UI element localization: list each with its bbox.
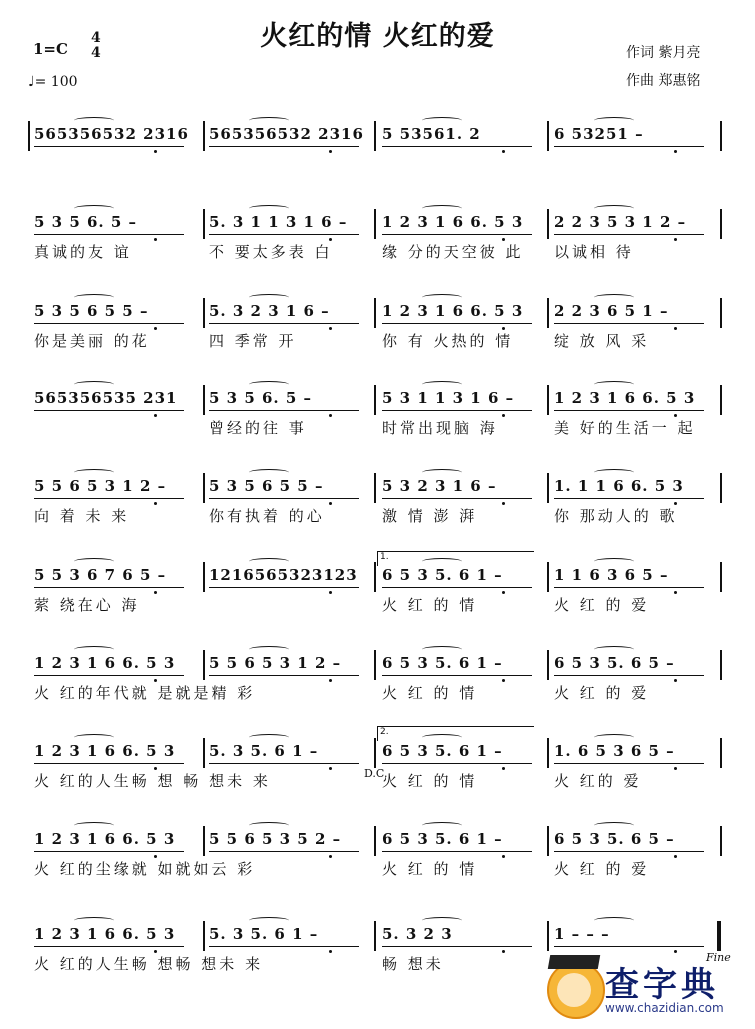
beam-line: [554, 323, 704, 324]
octave-dot: [329, 679, 332, 682]
system-3: [0, 302, 755, 382]
lyric-line: 火 红 的 情: [382, 772, 478, 790]
beam-line: [382, 763, 532, 764]
barline: [28, 121, 30, 151]
system-6: [0, 566, 755, 646]
measure: 5 3 5 6 5 5 –: [34, 302, 149, 320]
slur-mark: [74, 469, 114, 476]
barline: [720, 650, 722, 680]
octave-dot: [502, 767, 505, 770]
octave-dot: [502, 679, 505, 682]
measure: 6 5 3 5. 6 5 –: [554, 830, 675, 848]
octave-dot: [329, 767, 332, 770]
lyric-line: 火 红 的 爱: [554, 860, 650, 878]
barline: [720, 385, 722, 415]
tempo-marking: ♩= 100: [28, 74, 78, 90]
lyric-line: 火 红 的 情: [382, 684, 478, 702]
lyric-line: 火 红的人生畅 想 畅 想未 来: [34, 772, 271, 790]
lyricist-credit: 作词 紫月亮: [626, 45, 701, 61]
beam-line: [209, 234, 359, 235]
barline: [374, 121, 376, 151]
octave-dot: [674, 591, 677, 594]
barline: [720, 209, 722, 239]
beam-line: [554, 410, 704, 411]
barline: [720, 298, 722, 328]
slur-mark: [422, 469, 462, 476]
barline: [374, 473, 376, 503]
barline: [203, 473, 205, 503]
measure: 1 2 3 1 6 6. 5 3: [34, 830, 176, 848]
beam-line: [209, 498, 359, 499]
beam-line: [382, 146, 532, 147]
beam-line: [34, 234, 184, 235]
slur-mark: [74, 558, 114, 565]
beam-line: [554, 946, 704, 947]
lyric-line: 萦 绕在心 海: [34, 596, 140, 614]
octave-dot: [154, 502, 157, 505]
measure: 565356532 2316: [209, 125, 364, 143]
barline: [720, 121, 722, 151]
octave-dot: [502, 150, 505, 153]
barline: [374, 562, 376, 592]
barline: [203, 385, 205, 415]
slur-mark: [74, 381, 114, 388]
barline: [203, 826, 205, 856]
beam-line: [209, 146, 359, 147]
barline: [374, 921, 376, 951]
watermark-name: 查字典: [605, 965, 719, 1005]
system-2: [0, 213, 755, 293]
time-signature: [91, 31, 101, 61]
slur-mark: [422, 381, 462, 388]
barline: [720, 738, 722, 768]
volta-1-label: 1.: [380, 552, 389, 562]
octave-dot: [502, 855, 505, 858]
da-capo-marking: D.C.: [364, 767, 388, 780]
measure: 1 2 3 1 6 6. 5 3: [34, 742, 176, 760]
slur-mark: [74, 734, 114, 741]
beam-line: [209, 675, 359, 676]
lyric-line: 美 好的生活一 起: [554, 419, 696, 437]
lyric-line: 激 情 澎 湃: [382, 507, 478, 525]
lyric-line: 你有执着 的心: [209, 507, 325, 525]
volta-2-label: 2.: [380, 727, 389, 737]
system-7: [0, 654, 755, 734]
slur-mark: [594, 734, 634, 741]
lyric-line: 畅 想未: [382, 955, 444, 973]
slur-mark: [422, 822, 462, 829]
barline: [203, 298, 205, 328]
lyric-line: 缘 分的天空彼 此: [382, 243, 524, 261]
slur-mark: [422, 646, 462, 653]
lyric-line: 曾经的往 事: [209, 419, 307, 437]
measure: 1 2 3 1 6 6. 5 3: [34, 654, 176, 672]
slur-mark: [249, 646, 289, 653]
slur-mark: [594, 822, 634, 829]
beam-line: [382, 587, 532, 588]
measure: 2 2 3 5 3 1 2 –: [554, 213, 687, 231]
measure: 1 2 3 1 6 6. 5 3: [382, 213, 524, 231]
beam-line: [34, 851, 184, 852]
slur-mark: [594, 917, 634, 924]
measure: 2 2 3 6 5 1 –: [554, 302, 669, 320]
lyric-line: 火 红 的 情: [382, 860, 478, 878]
beam-line: [382, 498, 532, 499]
fine-marking: Fine: [706, 951, 731, 964]
barline: [203, 209, 205, 239]
slur-mark: [422, 917, 462, 924]
system-8: [0, 742, 755, 822]
measure: 5. 3 1 1 3 1 6 –: [209, 213, 348, 231]
octave-dot: [502, 502, 505, 505]
octave-dot: [674, 150, 677, 153]
lyric-line: 火 红 的 爱: [554, 596, 650, 614]
beam-line: [34, 410, 184, 411]
beam-line: [209, 763, 359, 764]
measure: 5 3 5 6. 5 –: [209, 389, 313, 407]
octave-dot: [674, 950, 677, 953]
lyric-line: 火 红的 爱: [554, 772, 642, 790]
slur-mark: [422, 117, 462, 124]
slur-mark: [249, 205, 289, 212]
lyric-line: 四 季常 开: [209, 332, 297, 350]
slur-mark: [74, 822, 114, 829]
measure: 6 5 3 5. 6 1 –: [382, 566, 503, 584]
measure: 1. 6 5 3 6 5 –: [554, 742, 675, 760]
barline: [547, 921, 549, 951]
beam-line: [554, 587, 704, 588]
measure: 5. 3 2 3: [382, 925, 453, 943]
system-5: [0, 477, 755, 557]
measure: 6 53251 –: [554, 125, 644, 143]
octave-dot: [329, 150, 332, 153]
beam-line: [34, 146, 184, 147]
lyric-line: 真诚的友 谊: [34, 243, 132, 261]
lyric-line: 火 红 的 情: [382, 596, 478, 614]
slur-mark: [74, 117, 114, 124]
measure: 5 3 5 6 5 5 –: [209, 477, 324, 495]
barline: [547, 738, 549, 768]
beam-line: [382, 234, 532, 235]
beam-line: [382, 946, 532, 947]
measure: 1. 1 1 6 6. 5 3: [554, 477, 684, 495]
octave-dot: [154, 327, 157, 330]
beam-line: [554, 234, 704, 235]
octave-dot: [329, 502, 332, 505]
barline: [203, 562, 205, 592]
beam-line: [382, 410, 532, 411]
barline: [374, 738, 376, 768]
octave-dot: [674, 238, 677, 241]
measure: 5. 3 5. 6 1 –: [209, 925, 319, 943]
octave-dot: [329, 591, 332, 594]
barline: [720, 562, 722, 592]
slur-mark: [249, 734, 289, 741]
barline: [374, 650, 376, 680]
slur-mark: [74, 294, 114, 301]
barline: [547, 385, 549, 415]
slur-mark: [422, 294, 462, 301]
measure: 1 – – –: [554, 925, 610, 943]
barline: [203, 738, 205, 768]
barline: [547, 650, 549, 680]
octave-dot: [154, 591, 157, 594]
beam-line: [554, 763, 704, 764]
slur-mark: [249, 917, 289, 924]
octave-dot: [154, 150, 157, 153]
lyric-line: 火 红的年代就 是就是精 彩: [34, 684, 256, 702]
measure: 5 3 2 3 1 6 –: [382, 477, 497, 495]
beam-line: [382, 323, 532, 324]
octave-dot: [674, 327, 677, 330]
octave-dot: [674, 855, 677, 858]
measure: 565356532 2316: [34, 125, 189, 143]
time-signature-bottom: 4: [91, 45, 101, 61]
slur-mark: [74, 917, 114, 924]
lyric-line: 你 有 火热的 情: [382, 332, 514, 350]
lyric-line: 向 着 未 来: [34, 507, 130, 525]
slur-mark: [249, 294, 289, 301]
barline: [374, 209, 376, 239]
octave-dot: [329, 327, 332, 330]
watermark-url: www.chazidian.com: [605, 1001, 724, 1015]
barline: [203, 921, 205, 951]
slur-mark: [594, 294, 634, 301]
measure: 1 2 3 1 6 6. 5 3: [382, 302, 524, 320]
barline: [720, 473, 722, 503]
beam-line: [209, 587, 359, 588]
mascot-face-icon: [557, 973, 591, 1007]
page-title: 火红的情 火红的爱: [260, 21, 495, 52]
slur-mark: [249, 469, 289, 476]
measure: 6 5 3 5. 6 1 –: [382, 742, 503, 760]
octave-dot: [502, 414, 505, 417]
measure: 6 5 3 5. 6 1 –: [382, 654, 503, 672]
octave-dot: [154, 414, 157, 417]
system-4: [0, 389, 755, 469]
beam-line: [209, 410, 359, 411]
slur-mark: [249, 117, 289, 124]
barline: [203, 121, 205, 151]
measure: 5 5 6 5 3 5 2 –: [209, 830, 342, 848]
lyric-line: 以诚相 待: [554, 243, 634, 261]
measure: 5 5 3 6 7 6 5 –: [34, 566, 167, 584]
beam-line: [382, 675, 532, 676]
measure: 1 2 3 1 6 6. 5 3: [554, 389, 696, 407]
beam-line: [34, 587, 184, 588]
octave-dot: [329, 414, 332, 417]
beam-line: [554, 146, 704, 147]
barline: [547, 209, 549, 239]
slur-mark: [422, 205, 462, 212]
slur-mark: [594, 205, 634, 212]
barline: [547, 826, 549, 856]
composer-credit: 作曲 郑惠铭: [626, 73, 701, 89]
lyric-line: 火 红 的 爱: [554, 684, 650, 702]
beam-line: [34, 323, 184, 324]
measure: 5 5 6 5 3 1 2 –: [209, 654, 342, 672]
graduation-cap-icon: [548, 955, 600, 969]
octave-dot: [502, 950, 505, 953]
lyric-line: 不 要太多表 白: [209, 243, 333, 261]
barline: [547, 473, 549, 503]
beam-line: [34, 946, 184, 947]
measure: 5 3 1 1 3 1 6 –: [382, 389, 515, 407]
beam-line: [209, 851, 359, 852]
octave-dot: [329, 855, 332, 858]
time-signature-top: 4: [91, 30, 101, 46]
measure: 565356535 231: [34, 389, 178, 407]
measure: 6 5 3 5. 6 5 –: [554, 654, 675, 672]
measure: 5 3 5 6. 5 –: [34, 213, 138, 231]
barline: [374, 385, 376, 415]
barline: [203, 650, 205, 680]
barline: [374, 826, 376, 856]
slur-mark: [74, 205, 114, 212]
beam-line: [209, 323, 359, 324]
slur-mark: [74, 646, 114, 653]
measure: 1 1 6 3 6 5 –: [554, 566, 669, 584]
measure: 6 5 3 5. 6 1 –: [382, 830, 503, 848]
lyric-line: 火 红的人生畅 想畅 想未 来: [34, 955, 264, 973]
slur-mark: [594, 646, 634, 653]
system-9: [0, 830, 755, 910]
measure: 5. 3 5. 6 1 –: [209, 742, 319, 760]
barline: [547, 298, 549, 328]
octave-dot: [674, 767, 677, 770]
lyric-line: 你 那动人的 歌: [554, 507, 678, 525]
beam-line: [554, 675, 704, 676]
measure: 1 2 3 1 6 6. 5 3: [34, 925, 176, 943]
slur-mark: [594, 381, 634, 388]
lyric-line: 你是美丽 的花: [34, 332, 150, 350]
beam-line: [34, 675, 184, 676]
octave-dot: [674, 679, 677, 682]
watermark-logo: [545, 955, 745, 1025]
octave-dot: [502, 591, 505, 594]
barline: [374, 298, 376, 328]
slur-mark: [594, 469, 634, 476]
lyric-line: 火 红的尘缘就 如就如云 彩: [34, 860, 256, 878]
beam-line: [554, 498, 704, 499]
octave-dot: [329, 950, 332, 953]
measure: 5 53561. 2: [382, 125, 481, 143]
measure: 5 5 6 5 3 1 2 –: [34, 477, 167, 495]
measure: 1216565323123: [209, 566, 358, 584]
measure: 5. 3 2 3 1 6 –: [209, 302, 330, 320]
lyric-line: 绽 放 风 采: [554, 332, 650, 350]
octave-dot: [154, 238, 157, 241]
barline: [720, 826, 722, 856]
slur-mark: [594, 558, 634, 565]
volta-first-ending: [377, 551, 534, 566]
final-barline: [717, 921, 721, 951]
barline: [547, 562, 549, 592]
slur-mark: [249, 822, 289, 829]
system-1: [0, 125, 755, 205]
lyric-line: 时常出现脑 海: [382, 419, 498, 437]
beam-line: [382, 851, 532, 852]
slur-mark: [594, 117, 634, 124]
beam-line: [209, 946, 359, 947]
beam-line: [34, 763, 184, 764]
barline: [547, 121, 549, 151]
beam-line: [34, 498, 184, 499]
slur-mark: [249, 558, 289, 565]
beam-line: [554, 851, 704, 852]
key-signature: 1=C: [33, 40, 68, 58]
volta-second-ending: [377, 726, 534, 741]
slur-mark: [249, 381, 289, 388]
